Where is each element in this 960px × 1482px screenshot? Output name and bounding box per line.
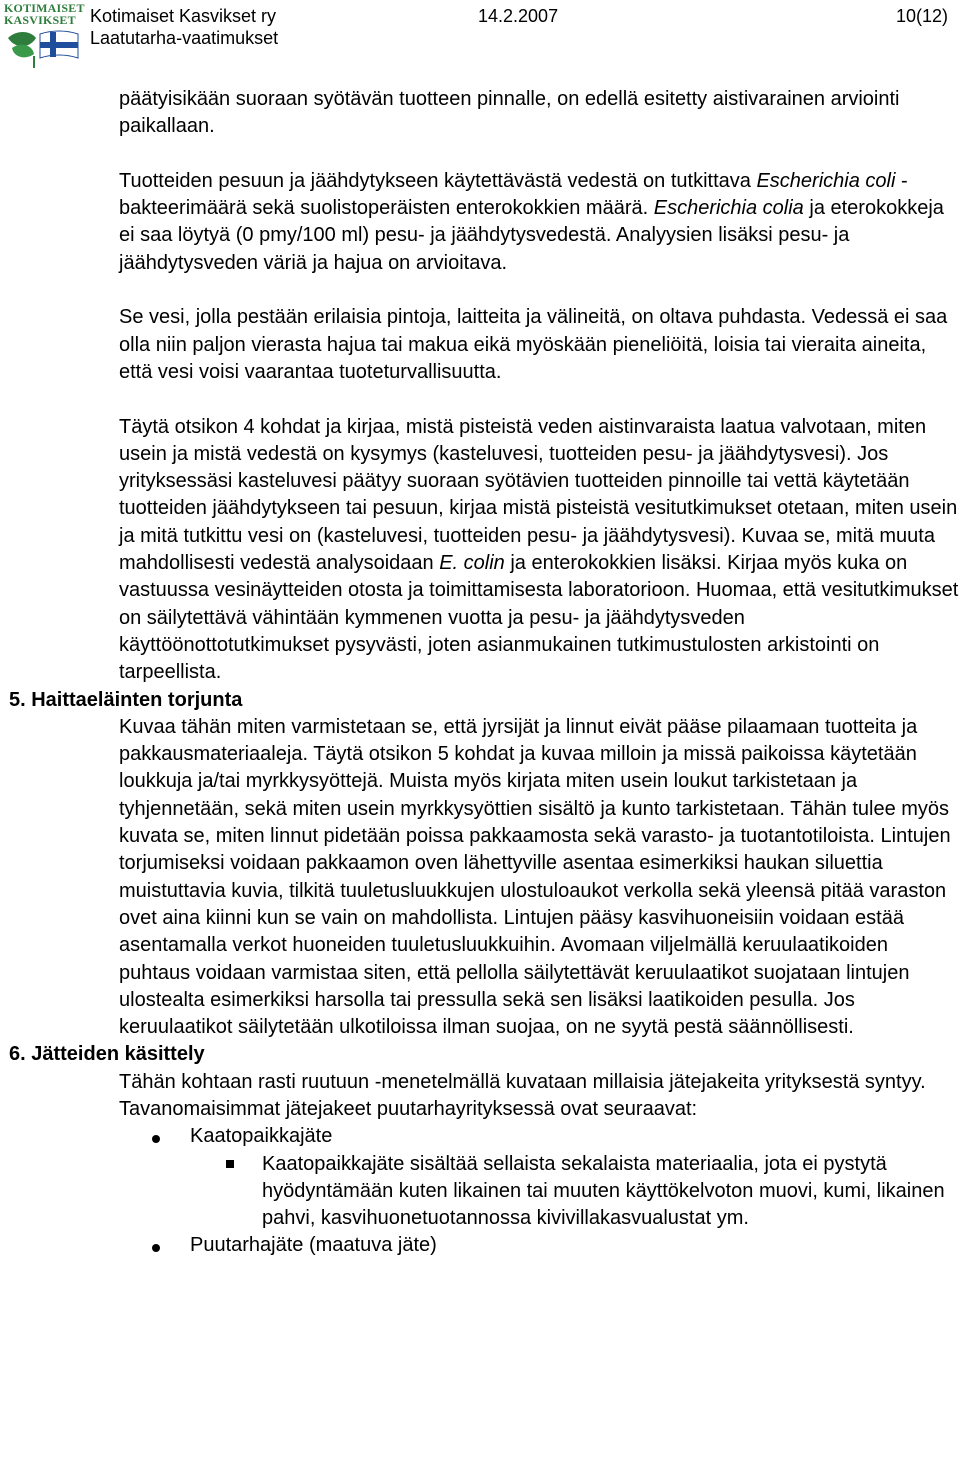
paragraph-waste-handling: Tähän kohtaan rasti ruutuun -menetelmällä kuvataan millaisia jätejakeita yrityksestä syntyy. Tavanomaisimmat jätejakeet puutarhayrityksessä ovat seuraavat: bbox=[119, 1070, 926, 1120]
text-run: Täytä otsikon 4 kohdat ja kirjaa, mistä pisteistä veden aistinvaraista laatua valvotaan, miten usein ja mistä vedestä on kysymys (kasteluvesi, tuotteiden pesu- ja jäähdytysvesi). Jos yrityksessäsi kasteluvesi päätyy suoraan syötävien tuotteiden pinnoille tai vettä käytetään tuotteiden jäähdytykseen tai pesuun, kirjaa mistä pisteistä vesitutkimukset otetaan, miten usein ja mitä tutkittu vesi on (kasteluvesi, tuotteiden pesu- ja jäähdytysvesi). Kuvaa se, mitä muuta mahdollisesti vedestä analysoidaan bbox=[119, 415, 958, 575]
list-item-label: Puutarhajäte (maatuva jäte) bbox=[190, 1234, 437, 1257]
paragraph-clean-water: Se vesi, jolla pestään erilaisia pintoja, laitteita ja välineitä, on oltava puhdasta. Vedessä ei saa olla niin paljon vierasta hajua tai makua eikä myöskään pieneliöitä, loisia tai vieraita aineita, että vesi voisi vaarantaa tuoteturvallisuutta. bbox=[119, 306, 948, 383]
square-bullet-icon bbox=[226, 1160, 234, 1168]
header-page-number: 10(12) bbox=[896, 6, 949, 26]
waste-type-list bbox=[0, 1123, 960, 1259]
heading-section-5: 5. Haittaeläinten torjunta bbox=[9, 688, 243, 711]
sub-list bbox=[190, 1151, 960, 1233]
round-bullet-icon bbox=[152, 1244, 160, 1252]
list-item bbox=[0, 1123, 960, 1232]
round-bullet-icon bbox=[152, 1135, 160, 1143]
paragraph-intro: päätyisikään suoraan syötävän tuotteen pinnalle, on edellä esitetty aistivarainen arviointi paikallaan. bbox=[119, 88, 900, 138]
header-date: 14.2.2007 bbox=[478, 6, 559, 26]
leaf-flag-icon bbox=[4, 28, 80, 70]
heading-section-6: 6. Jätteiden käsittely bbox=[9, 1043, 205, 1066]
paragraph-section4-instructions bbox=[0, 414, 960, 687]
italic-species: Escherichia coli bbox=[756, 169, 896, 192]
text-run: -bakteerimäärä sekä suolistoperäisten enterokokkien määrä. bbox=[119, 169, 908, 220]
document-body bbox=[0, 86, 960, 1260]
page-header bbox=[0, 0, 960, 70]
text-run: Tuotteiden pesuun ja jäähdytykseen käytettävästä vedestä on tutkittava bbox=[119, 169, 757, 192]
logo-line-1: KOTIMAISET bbox=[4, 1, 85, 15]
text-run: ja eterokokkeja ei saa löytyä (0 pmy/100 ml) pesu- ja jäähdytysvedestä. Analyysien lisäksi pesu- ja jäähdytysveden väriä ja hajua on arvioitava. bbox=[119, 197, 944, 274]
list-item-label: Kaatopaikkajäte bbox=[190, 1125, 333, 1148]
sub-list-item bbox=[0, 1151, 960, 1233]
sub-list-item-text: Kaatopaikkajäte sisältää sellaista sekalaista materiaalia, jota ei pystytä hyödyntämään kuten likainen tai muuten käyttökelvoton muovi, kumi, likainen pahvi, kasvihuonetuotannossa kivivillakasvualustat ym. bbox=[262, 1152, 945, 1230]
italic-species: E. colin bbox=[439, 552, 505, 575]
italic-species: Escherichia colia bbox=[653, 197, 804, 220]
header-document-title: Laatutarha-vaatimukset bbox=[90, 28, 279, 48]
paragraph-pest-control: Kuvaa tähän miten varmistetaan se, että jyrsijät ja linnut eivät pääse pilaamaan tuotteita ja pakkausmateriaaleja. Täytä otsikon 5 kohdat ja kuvaa milloin ja missä paikoissa käytetään loukkuja ja/tai myrkkysyöttejä. Muista myös kirjata miten usein loukut tarkistetaan ja tyhjennetään, sekä miten usein myrkkysyöttien sisältö ja kunto tarkistetaan. Tähän tulee myös kuvata se, miten linnut pidetään poissa pakkaamosta sekä varasto- ja tuotantotiloista. Lintujen torjumiseksi voidaan pakkaamon oven lähettyville asentaa esimerkiksi haukan siluettia muistuttavia kuvia, tilkitä tuuletusluukkujen ulostuloaukot verkolla sekä yleensä pitää varaston ovet aina kiinni kun se vain on mahdollista. Lintujen pääsy kasvihuoneisiin voidaan estää asentamalla verkot huoneiden tuuletusluukkuihin. Avomaan viljelmällä keruulaatikoiden puhtaus voidaan varmistaa siten, että pellolla säilytettävät keruulaatikot suojataan lintujen ulostealta esimerkiksi harsolla tai pressulla sekä sen lisäksi laatikoiden pesulla. Jos keruulaatikot säilytetään ulkotiloissa ilman suojaa, on ne syytä pestä säännöllisesti. bbox=[119, 715, 951, 1039]
list-item bbox=[0, 1232, 960, 1259]
text-run: ja enterokokkien lisäksi. Kirjaa myös kuka on vastuussa vesinäytteiden otosta ja toimittamisesta laboratorioon. Huomaa, että vesitutkimukset on säilytettävä vähintään kymmenen vuotta ja pesu- ja jäähdytysveden käyttöönottotutkimukset pysyvästi, joten asianmukainen tutkimustulosten arkistointi on tarpeellista. bbox=[119, 552, 959, 684]
kotimaiset-kasvikset-logo bbox=[4, 1, 85, 68]
header-organization: Kotimaiset Kasvikset ry bbox=[90, 6, 277, 26]
paragraph-water-testing bbox=[0, 168, 960, 277]
logo-line-2: KASVIKSET bbox=[4, 13, 76, 27]
